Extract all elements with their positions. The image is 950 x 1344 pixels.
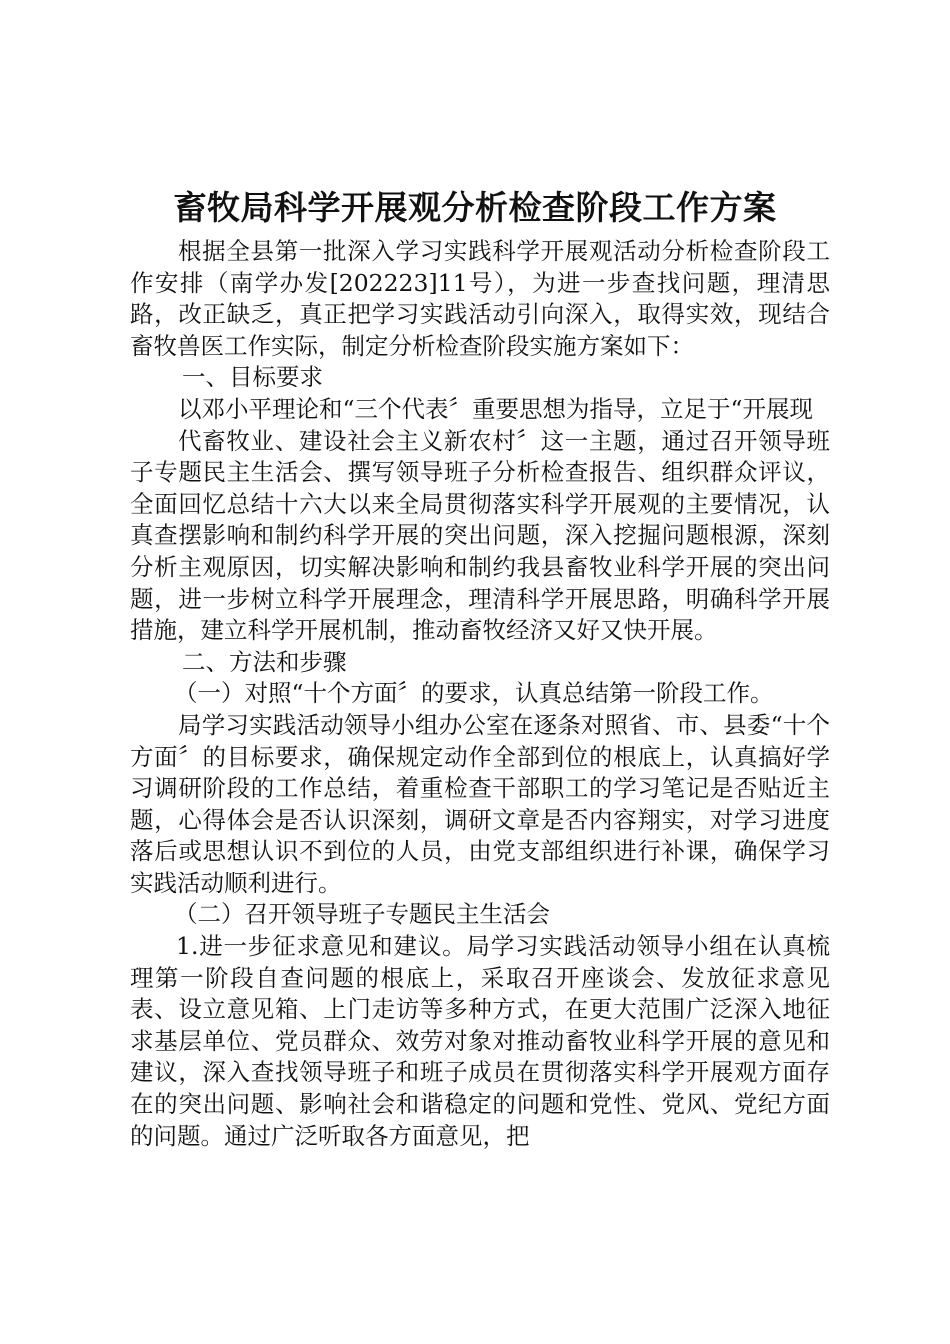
subsection-heading-2: （二）召开领导班子专题民主生活会 xyxy=(174,900,550,929)
section-heading-methods: 二、方法和步骤 xyxy=(182,647,347,676)
intro-paragraph: 根据全县第一批深入学习实践科学开展观活动分析检查阶段工作安排（南学办发[202223]11号），为进一步查找问题，理清思路，改正缺乏，真正把学习实践活动引向深入，取得实效，现结合畜牧兽医工作实际，制定分析检查阶段实施方案如下： xyxy=(130,237,830,360)
subsection-1-paragraph: 局学习实践活动领导小组办公室在逐条对照省、市、县委“十个方面〞的目标要求，确保规定动作全部到位的根底上，认真搞好学习调研阶段的工作总结，着重检查干部职工的学习笔记是否贴近主题，心得体会是否认识深刻，调研文章是否内容翔实，对学习进度落后或思想认识不到位的人员，由党支部组织进行补课，确保学习实践活动顺利进行。 xyxy=(130,710,830,897)
goals-paragraph-1: 以邓小平理论和“三个代表〞重要思想为指导，立足于“开展现 xyxy=(178,394,814,423)
subsection-heading-1: （一）对照“十个方面〞的要求，认真总结第一阶段工作。 xyxy=(174,679,774,708)
goals-paragraph-2: 代畜牧业、建设社会主义新农村〞这一主题，通过召开领导班子专题民主生活会、撰写领导班子分析检查报告、组织群众评议，全面回忆总结十六大以来全局贯彻落实科学开展观的主要情况，认真查摆影响和制约科学开展的突出问题，深入挖掘问题根源，深刻分析主观原因，切实解决影响和制约我县畜牧业科学开展的突出问题，进一步树立科学开展理念，理清科学开展思路，明确科学开展措施，建立科学开展机制，推动畜牧经济又好又快开展。 xyxy=(130,426,830,645)
subsection-2-paragraph: 1.进一步征求意见和建议。局学习实践活动领导小组在认真梳理第一阶段自查问题的根底上，采取召开座谈会、发放征求意见表、设立意见箱、上门走访等多种方式，在更大范围广泛深入地征求基层单位、党员群众、效劳对象对推动畜牧业科学开展的意见和建议，深入查找领导班子和班子成员在贯彻落实科学开展观方面存在的突出问题、影响社会和谐稳定的问题和党性、党风、党纪方面的问题。通过广泛听取各方面意见，把 xyxy=(130,932,830,1150)
section-heading-goals: 一、目标要求 xyxy=(182,363,323,392)
document-title: 畜牧局科学开展观分析检查阶段工作方案 xyxy=(173,188,777,227)
document-body xyxy=(130,236,830,1152)
